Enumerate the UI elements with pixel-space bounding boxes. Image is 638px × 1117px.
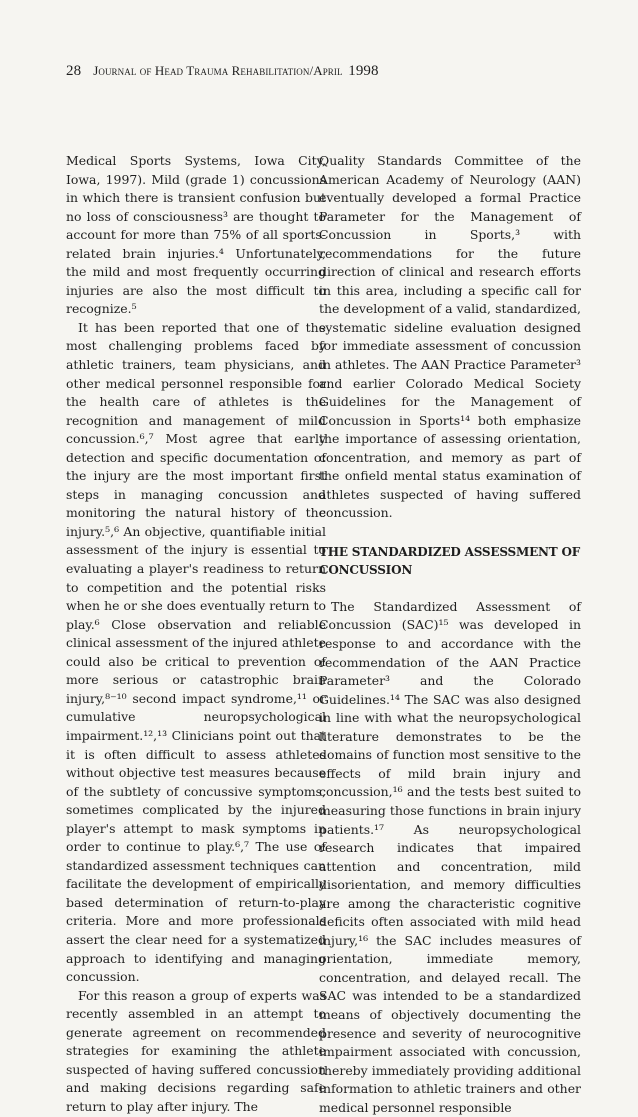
page-number: 28 — [66, 63, 82, 79]
section-heading: THE STANDARDIZED ASSESSMENT OF CONCUSSION — [319, 544, 581, 578]
right-column — [319, 152, 581, 1117]
running-header — [66, 63, 379, 80]
body-paragraph: For this reason a group of experts was recently assembled in an attempt to generate agreement on recommended strategies for examining the athlete suspected of having suffered concussion and making decisions regarding safe return to play after injury. The — [66, 987, 326, 1114]
journal-title: Journal of Head Trauma Rehabilitation/April — [93, 63, 343, 78]
body-paragraph: It has been reported that one of the most challenging problems faced by athletic trainers, team physicians, and other medical personnel responsible for the health care of athletes is the recognition and management of mild concussion.⁶,⁷ Most agree that early detection and specific documentation of the injury are the most important first steps in managing concussion and monitoring the natural history of the injury.⁵,⁶ An objective, quantifiable initial assessment of the injury is essential to evaluating a player's readiness to return to competition and the potential risks when he or she does eventually return to play.⁶ Close observation and reliable clinical assessment of the injured athlete could also be critical to prevention of more serious or catastrophic brain injury,⁸⁻¹⁰ second impact syndrome,¹¹ or cumulative neuropsychological impairment.¹²,¹³ Clinicians point out that it is often difficult to assess athletes without objective test measures because of the subtlety of concussive symptoms, sometimes complicated by the injured player's attempt to mask symptoms in order to continue to play.⁶,⁷ The use of standardized assessment techniques can facilitate the development of empirically based determination of return-to-play criteria. More and more professionals assert the clear need for a systematized approach to identifying and managing concussion. — [66, 319, 326, 985]
body-paragraph: Medical Sports Systems, Iowa City, Iowa, 1997). Mild (grade 1) concussions in which there is transient confusion but no loss of consciousness³ are thought to account for more than 75% of all sports-related brain injuries.⁴ Unfortunately, the mild and most frequently occurring injuries are also the most difficult to recognize.⁵ — [66, 153, 326, 317]
left-column — [66, 152, 326, 1116]
journal-year: 1998 — [348, 63, 379, 79]
body-paragraph: The Standardized Assessment of Concussion (SAC)¹⁵ was developed in response to and accordance with the recommendation of the AAN Practice Parameter³ and the Colorado Guidelines.¹⁴ The SAC was also designed in line with what the neuropsychological literature demonstrates to be the domains of function most sensitive to the effects of mild brain injury and concussion,¹⁶ and the tests best suited to measuring those functions in brain injury patients.¹⁷ As neuropsychological research indicates that impaired attention and concentration, mild disorientation, and memory difficulties are among the characteristic cognitive deficits often associated with mild head injury,¹⁶ the SAC includes measures of orientation, immediate memory, concentration, and delayed recall. The SAC was intended to be a standardized means of objectively documenting the presence and severity of neurocognitive impairment associated with concussion, thereby immediately providing additional information to athletic trainers and other medical personnel responsible — [319, 598, 581, 1115]
body-paragraph: Quality Standards Committee of the American Academy of Neurology (AAN) eventually developed a formal Practice Parameter for the Management of Concussion in Sports,³ with recommendations for the future direction of clinical and research efforts in this area, including a specific call for the development of a valid, standardized, systematic sideline evaluation designed for immediate assessment of concussion in athletes. The AAN Practice Parameter³ and earlier Colorado Medical Society Guidelines for the Management of Concussion in Sports¹⁴ both emphasize the importance of assessing orientation, concentration, and memory as part of the onfield mental status examination of athletes suspected of having suffered concussion. — [319, 153, 581, 521]
